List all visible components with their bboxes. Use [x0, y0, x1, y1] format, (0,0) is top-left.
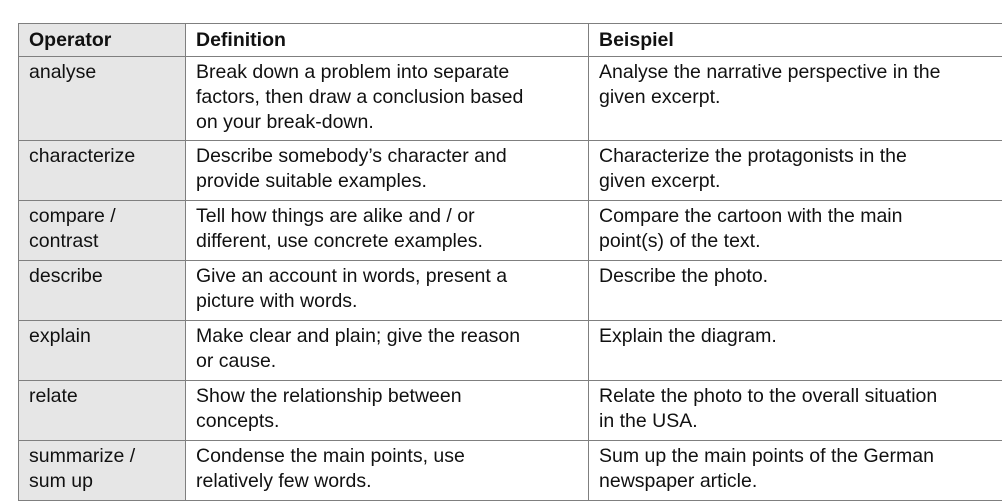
definition-line: Make clear and plain; give the reason: [196, 325, 521, 347]
example-cell: [589, 381, 1002, 441]
operator-cell: [19, 141, 186, 201]
table-row: [19, 441, 1002, 501]
operator-cell: [19, 381, 186, 441]
operator-text: compare /: [29, 205, 116, 227]
table-row: [19, 141, 1002, 201]
definition-line: Describe somebody’s character and: [196, 145, 507, 167]
example-line: in the USA.: [599, 410, 698, 432]
example-line: Relate the photo to the overall situation: [599, 385, 938, 407]
header-operator: Operator: [19, 24, 186, 57]
operator-text: contrast: [29, 230, 99, 252]
operator-text: describe: [29, 265, 103, 287]
definition-line: Condense the main points, use: [196, 445, 465, 467]
definition-line: or cause.: [196, 350, 277, 372]
operator-text: relate: [29, 385, 78, 407]
operator-table: [18, 23, 1002, 501]
definition-line: Break down a problem into separate: [196, 61, 510, 83]
example-cell: [589, 261, 1002, 321]
example-line: Analyse the narrative perspective in the: [599, 61, 941, 83]
table-row: [19, 321, 1002, 381]
operator-cell: [19, 321, 186, 381]
header-example: Beispiel: [589, 24, 1002, 57]
definition-line: relatively few words.: [196, 470, 372, 492]
table-row: [19, 381, 1002, 441]
example-line: Compare the cartoon with the main: [599, 205, 903, 227]
example-line: point(s) of the text.: [599, 230, 761, 252]
table-row: [19, 57, 1002, 141]
definition-line: provide suitable examples.: [196, 170, 427, 192]
definition-line: concepts.: [196, 410, 280, 432]
example-line: Describe the photo.: [599, 265, 769, 287]
definition-line: on your break-down.: [196, 111, 374, 133]
definition-cell: [186, 57, 589, 141]
definition-line: picture with words.: [196, 290, 358, 312]
operator-text: analyse: [29, 61, 97, 83]
header-row: [19, 24, 1002, 57]
example-line: given excerpt.: [599, 170, 721, 192]
example-cell: [589, 321, 1002, 381]
header-definition: Definition: [186, 24, 589, 57]
definition-cell: [186, 201, 589, 261]
table-row: [19, 261, 1002, 321]
example-cell: [589, 57, 1002, 141]
operator-text: sum up: [29, 470, 93, 492]
definition-cell: [186, 381, 589, 441]
operator-cell: [19, 57, 186, 141]
operator-cell: [19, 261, 186, 321]
definition-cell: [186, 321, 589, 381]
definition-line: Tell how things are alike and / or: [196, 205, 475, 227]
example-cell: [589, 201, 1002, 261]
operator-text: explain: [29, 325, 91, 347]
example-line: Sum up the main points of the German: [599, 445, 934, 467]
definition-line: factors, then draw a conclusion based: [196, 86, 524, 108]
definition-cell: [186, 261, 589, 321]
example-line: newspaper article.: [599, 470, 758, 492]
example-line: Explain the diagram.: [599, 325, 777, 347]
operator-cell: [19, 201, 186, 261]
example-cell: [589, 141, 1002, 201]
operator-cell: [19, 441, 186, 501]
table-row: [19, 201, 1002, 261]
operator-text: summarize /: [29, 445, 136, 467]
definition-line: Show the relationship between: [196, 385, 462, 407]
definition-line: different, use concrete examples.: [196, 230, 483, 252]
operator-text: characterize: [29, 145, 136, 167]
example-line: given excerpt.: [599, 86, 721, 108]
definition-line: Give an account in words, present a: [196, 265, 508, 287]
example-cell: [589, 441, 1002, 501]
definition-cell: [186, 141, 589, 201]
definition-cell: [186, 441, 589, 501]
example-line: Characterize the protagonists in the: [599, 145, 907, 167]
